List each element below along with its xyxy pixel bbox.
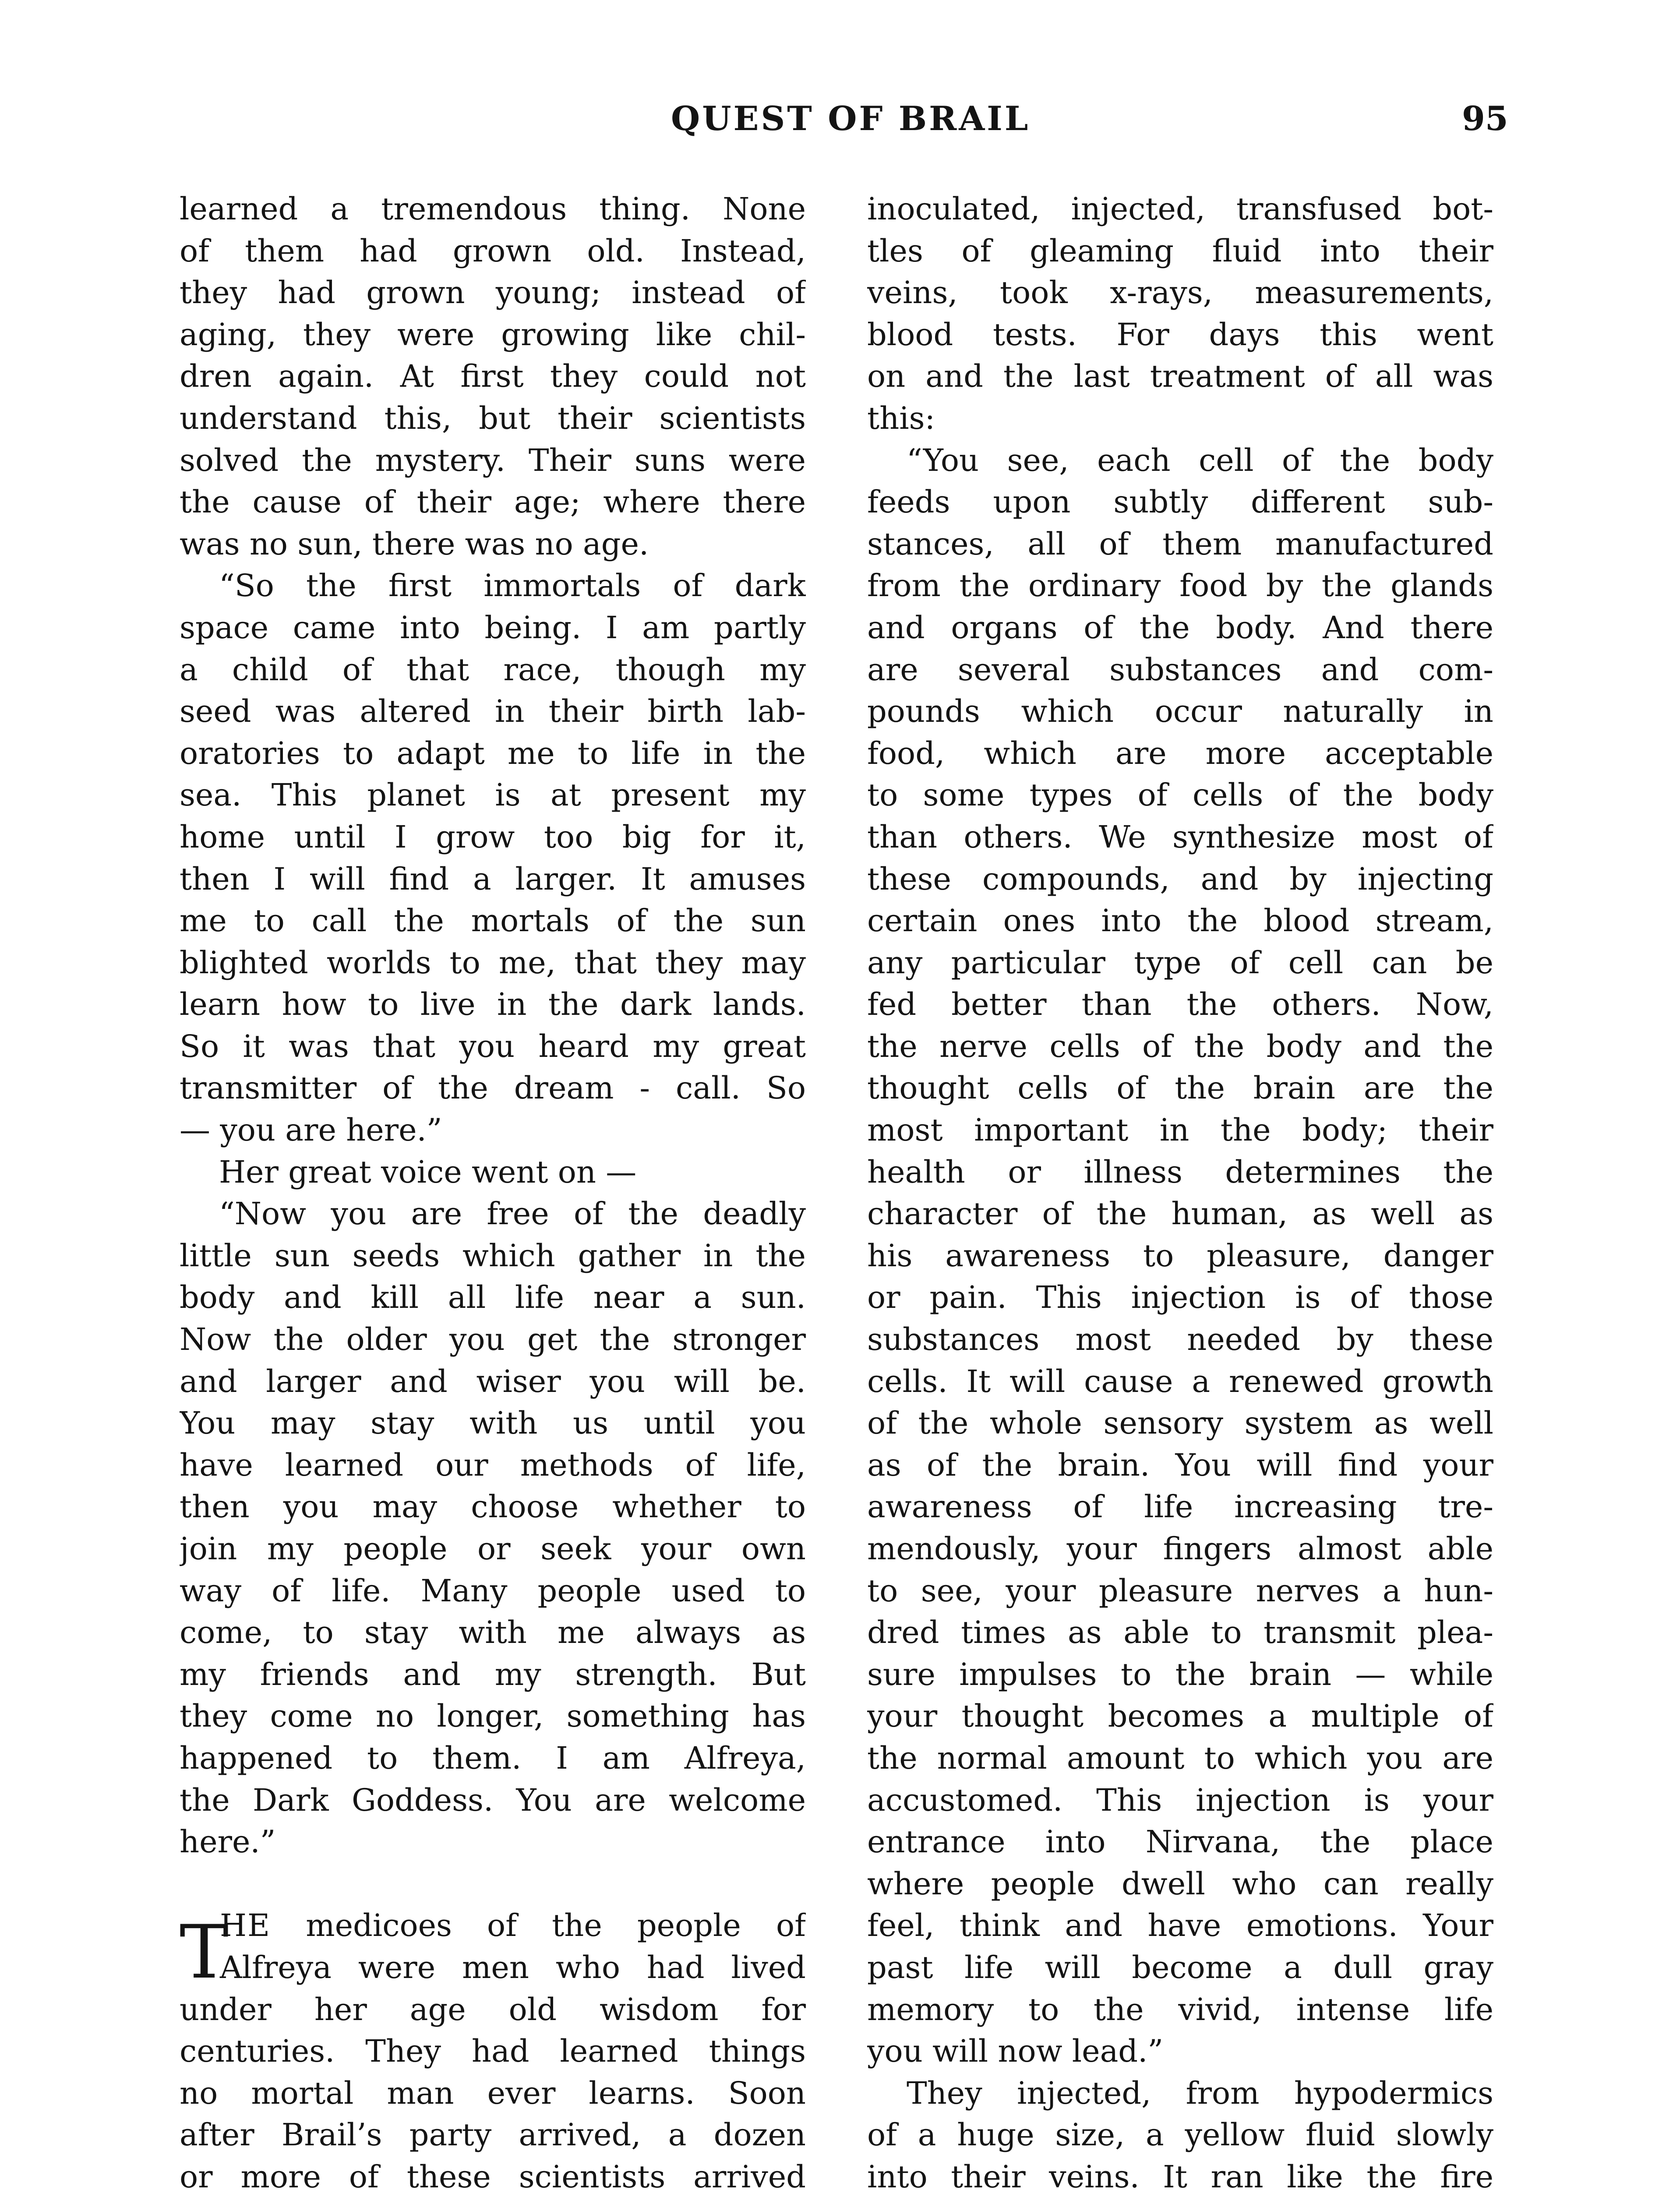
text-line: accustomed. This injection is your xyxy=(867,1782,1493,1818)
text-line: tles of gleaming fluid into their xyxy=(867,233,1493,269)
text-line: Her great voice went on — xyxy=(219,1154,637,1190)
text-line: you will now lead.” xyxy=(867,2033,1164,2070)
small-caps-word: HE xyxy=(220,1907,271,1944)
text-line: they come no longer, something has xyxy=(180,1698,806,1734)
text-line: or more of these scientists arrived xyxy=(180,2158,806,2190)
section-break xyxy=(180,1863,806,1905)
text-line: entrance into Nirvana, the place xyxy=(867,1824,1493,1860)
text-line: most important in the body; their xyxy=(867,1112,1493,1148)
text-line: transmitter of the dream - call. So xyxy=(180,1070,806,1106)
text-line: certain ones into the blood stream, xyxy=(867,903,1493,939)
text-line: no mortal man ever learns. Soon xyxy=(180,2075,806,2111)
text-line: stances, all of them manufactured xyxy=(867,526,1493,562)
text-line: character of the human, as well as xyxy=(867,1196,1493,1232)
text-line: as of the brain. You will find your xyxy=(867,1447,1493,1483)
text-line: then I will find a larger. It amuses xyxy=(180,861,806,897)
text-line: feeds upon subtly different sub- xyxy=(867,484,1493,520)
text-line: home until I grow too big for it, xyxy=(180,819,806,855)
text-line: they had grown young; instead of xyxy=(180,275,806,311)
text-line: of them had grown old. Instead, xyxy=(180,233,806,269)
text-line: — you are here.” xyxy=(180,1112,442,1148)
text-line: after Brail’s party arrived, a dozen xyxy=(180,2117,806,2153)
text-line: of a huge size, a yellow fluid slowly xyxy=(867,2117,1493,2153)
text-line: to see, your pleasure nerves a hun- xyxy=(867,1572,1493,1609)
text-line: aging, they were growing like chil- xyxy=(180,316,806,353)
text-line: and larger and wiser you will be. xyxy=(180,1363,806,1399)
right-column xyxy=(867,188,1493,2190)
text-line: “So the first immortals of dark xyxy=(219,568,806,604)
text-line: learned a tremendous thing. None xyxy=(180,191,806,227)
text-line: fed better than the others. Now, xyxy=(867,986,1493,1023)
text-line: me to call the mortals of the sun xyxy=(180,903,806,939)
text-line: my friends and my strength. But xyxy=(180,1656,806,1692)
text-line: solved the mystery. Their suns were xyxy=(180,442,806,478)
text-line: the normal amount to which you are xyxy=(867,1740,1493,1776)
left-column xyxy=(180,188,806,2190)
text-line: the nerve cells of the body and the xyxy=(867,1028,1493,1064)
running-title: QUEST OF BRAIL xyxy=(671,99,1031,138)
text-line: blighted worlds to me, that they may xyxy=(180,944,806,981)
line-rest: medicoes of the people of xyxy=(271,1907,806,1944)
text-line: his awareness to pleasure, danger xyxy=(867,1237,1493,1274)
text-line: a child of that race, though my xyxy=(180,651,806,688)
text-line: They injected, from hypodermics xyxy=(907,2075,1493,2111)
text-line: sure impulses to the brain — while xyxy=(867,1656,1493,1692)
text-line: then you may choose whether to xyxy=(180,1489,806,1525)
text-line: inoculated, injected, transfused bot- xyxy=(867,191,1493,227)
text-line: from the ordinary food by the glands xyxy=(867,568,1493,604)
text-line: the Dark Goddess. You are welcome xyxy=(180,1782,806,1818)
text-line: Now the older you get the stronger xyxy=(180,1321,806,1358)
text-line: come, to stay with me always as xyxy=(180,1614,806,1651)
text-line: memory to the vivid, intense life xyxy=(867,1991,1493,2028)
text-line: these compounds, and by injecting xyxy=(867,861,1493,897)
text-line: space came into being. I am partly xyxy=(180,609,806,646)
text-line: awareness of life increasing tre- xyxy=(867,1489,1493,1525)
text-line: blood tests. For days this went xyxy=(867,316,1493,353)
text-line: food, which are more acceptable xyxy=(867,735,1493,771)
text-line: “You see, each cell of the body xyxy=(907,442,1493,478)
text-line: “Now you are free of the deadly xyxy=(219,1196,806,1232)
text-line: centuries. They had learned things xyxy=(180,2033,806,2070)
text-line: little sun seeds which gather in the xyxy=(180,1237,806,1274)
text-line: of the whole sensory system as well xyxy=(867,1405,1493,1441)
section-opening xyxy=(180,1905,806,1996)
text-line: happened to them. I am Alfreya, xyxy=(180,1740,806,1776)
text-line: dren again. At first they could not xyxy=(180,358,806,395)
text-line: mendously, your fingers almost able xyxy=(867,1531,1493,1567)
text-line: pounds which occur naturally in xyxy=(867,693,1493,730)
text-line: cells. It will cause a renewed growth xyxy=(867,1363,1493,1399)
text-line: into their veins. It ran like the fire xyxy=(867,2158,1493,2190)
text-line xyxy=(180,1905,806,1947)
text-line: body and kill all life near a sun. xyxy=(180,1279,806,1316)
text-line: seed was altered in their birth lab- xyxy=(180,693,806,730)
text-line: understand this, but their scientists xyxy=(180,400,806,436)
text-line: sea. This planet is at present my xyxy=(180,777,806,813)
text-line: way of life. Many people used to xyxy=(180,1572,806,1609)
text-line: Alfreya were men who had lived xyxy=(220,1949,806,1985)
text-line: learn how to live in the dark lands. xyxy=(180,986,806,1023)
text-line: health or illness determines the xyxy=(867,1154,1493,1190)
text-line: are several substances and com- xyxy=(867,651,1493,688)
drop-cap: T xyxy=(180,1909,229,1996)
text-line: to some types of cells of the body xyxy=(867,777,1493,813)
text-line: veins, took x-rays, measurements, xyxy=(867,275,1493,311)
text-line: on and the last treatment of all was xyxy=(867,358,1493,395)
running-header xyxy=(0,95,1680,143)
text-line: under her age old wisdom for xyxy=(180,1991,806,2028)
text-line: was no sun, there was no age. xyxy=(180,526,649,562)
text-line: your thought becomes a multiple of xyxy=(867,1698,1493,1734)
text-line: any particular type of cell can be xyxy=(867,944,1493,981)
text-line: You may stay with us until you xyxy=(180,1405,806,1441)
text-line: or pain. This injection is of those xyxy=(867,1279,1493,1316)
text-line: oratories to adapt me to life in the xyxy=(180,735,806,771)
text-line: here.” xyxy=(180,1824,276,1860)
text-line: the cause of their age; where there xyxy=(180,484,806,520)
text-line: feel, think and have emotions. Your xyxy=(867,1907,1493,1944)
text-line: substances most needed by these xyxy=(867,1321,1493,1358)
text-line: So it was that you heard my great xyxy=(180,1028,806,1064)
text-line: and organs of the body. And there xyxy=(867,609,1493,646)
text-line: than others. We synthesize most of xyxy=(867,819,1493,855)
text-line: this: xyxy=(867,400,935,436)
text-line: thought cells of the brain are the xyxy=(867,1070,1493,1106)
page-number: 95 xyxy=(1462,99,1508,138)
text-line: past life will become a dull gray xyxy=(867,1949,1493,1985)
text-line: have learned our methods of life, xyxy=(180,1447,806,1483)
text-line: join my people or seek your own xyxy=(180,1531,806,1567)
text-line: dred times as able to transmit plea- xyxy=(867,1614,1493,1651)
text-line: where people dwell who can really xyxy=(867,1865,1493,1902)
